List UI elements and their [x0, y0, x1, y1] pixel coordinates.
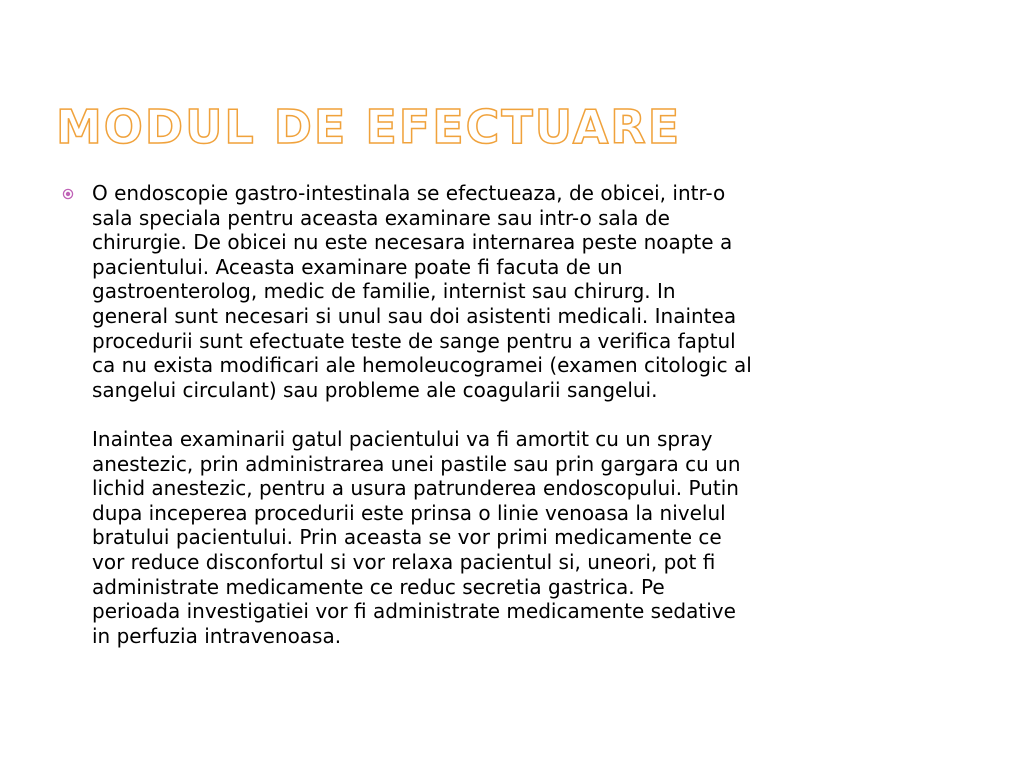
- slide-content: [62, 181, 862, 648]
- bullet-item: [62, 181, 862, 648]
- paragraph-1: O endoscopie gastro-intestinala se efectueaza, de obicei, intr-o sala speciala pentru aceasta examinare sau intr-o sala de chirurgie. De obicei nu este necesara internarea peste noapte a pacientului. Aceasta examinare poate fi facuta de un gastroenterolog, medic de familie, internist sau chirurg. In general sunt necesari si unul sau doi asistenti medicali. Inaintea procedurii sunt efectuate teste de sange pentru a verifica faptul ca nu exista modificari ale hemoleucogramei (examen citologic al sangelui circulant) sau probleme ale coagularii sangelui.: [92, 181, 752, 402]
- paragraph-spacer: [92, 402, 862, 427]
- circle-bullet-icon: [62, 188, 74, 200]
- paragraph-2: Inaintea examinarii gatul pacientului va fi amortit cu un spray anestezic, prin administrarea unei pastile sau prin gargara cu un lichid anestezic, pentru a usura patrunderea endoscopului. Putin dupa inceperea procedurii este prinsa o linie venoasa la nivelul bratului pacientului. Prin aceasta se vor primi medicamente ce vor reduce disconfortul si vor relaxa pacientul si, uneori, pot fi administrate medicamente ce reduc secretia gastrica. Pe perioada investigatiei vor fi administrate medicamente sedative in perfuzia intravenoasa.: [92, 426, 741, 648]
- slide-title: MODUL DE EFECTUARE: [56, 100, 682, 154]
